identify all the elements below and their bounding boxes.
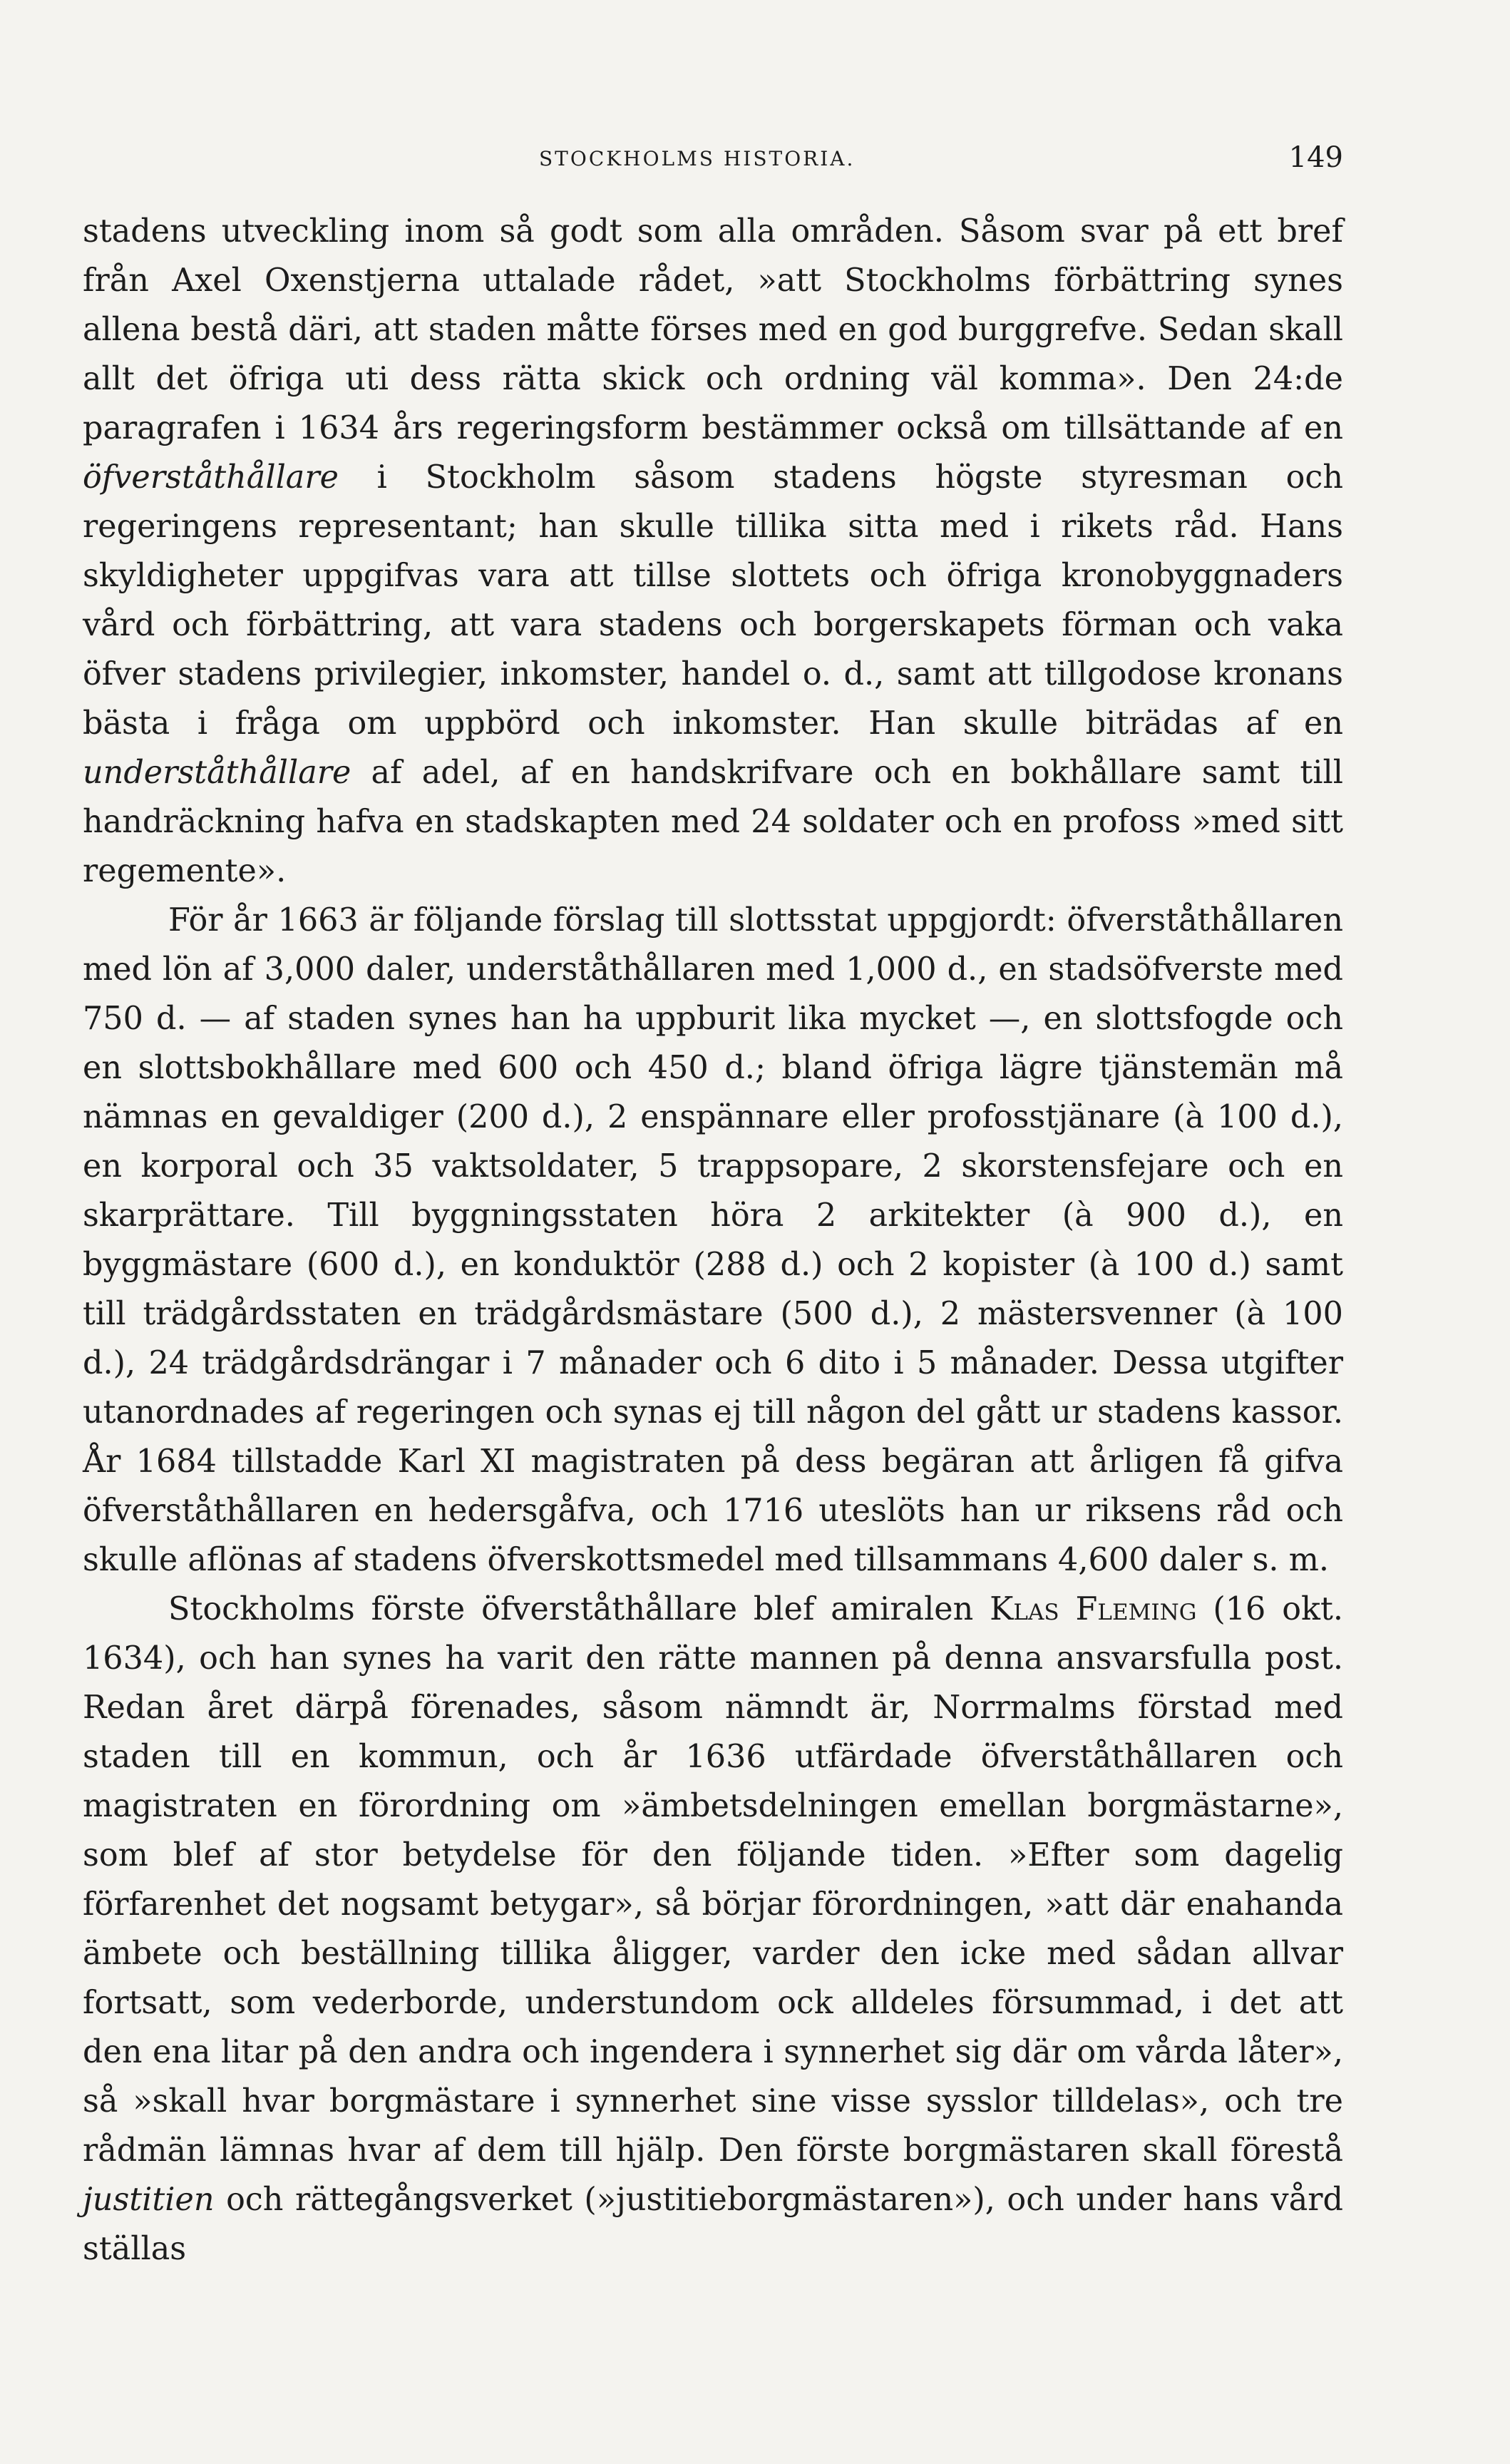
paragraph-2 [83, 896, 1343, 1585]
text-run: i Stockholm såsom stadens högste styresman och regeringens representant; han skulle tillika sitta med i rikets råd. Hans skyldigheter uppgifvas vara att tillse slottets och öfriga kronobyggnaders vård och förbättring, att vara stadens och borgerskapets förman och vaka öfver stadens privilegier, inkomster, handel o. d., samt att tillgodose kronans bästa i fråga om uppbörd och inkomster. Han skulle biträdas af en [83, 459, 1343, 742]
text-run: Stockholms förste öfverståthållare blef amiralen [168, 1591, 990, 1627]
running-title: STOCKHOLMS HISTORIA. [539, 147, 856, 170]
text-run: stadens utveckling inom så godt som alla områden. Såsom svar på ett bref från Axel Oxenstjerna uttalade rådet, »att Stockholms förbättring synes allena bestå däri, att staden måtte förses med en god burggrefve. Sedan skall allt det öfriga uti dess rätta skick och ordning väl komma». Den 24:de paragrafen i 1634 års regeringsform bestämmer också om tillsättande af en [83, 213, 1343, 446]
page-header [83, 141, 1343, 181]
body-text [83, 207, 1343, 2274]
italic-term: underståthållare [83, 755, 351, 791]
paragraph-3 [83, 1585, 1343, 2274]
paragraph-1 [83, 207, 1343, 896]
person-name: Klas Fleming [990, 1591, 1197, 1627]
italic-term: justitien [83, 2182, 215, 2218]
italic-term: öfverståthållare [83, 459, 339, 496]
text-run: af adel, af en handskrifvare och en bokhållare samt till handräckning hafva en stadskapten med 24 soldater och en profoss »med sitt regemente». [83, 755, 1343, 889]
text-run: (16 okt. 1634), och han synes ha varit den rätte mannen på denna ansvarsfulla post. Redan året därpå förenades, såsom nämndt är, Norrmalms förstad med staden till en kommun, och år 1636 utfärdade öfverståthållaren och magistraten en förordning om »ämbetsdelningen emellan borgmästarne», som blef af stor betydelse för den följande tiden. »Efter som dagelig förfarenhet det nogsamt betygar», så börjar förordningen, »att där enahanda ämbete och beställning tillika åligger, varder den icke med sådan allvar fortsatt, som vederborde, understundom ock alldeles försummad, i det att den ena litar på den andra och ingendera i synnerhet sig där om vårda låter», så »skall hvar borgmästare i synnerhet sine visse sysslor tilldelas», och tre rådmän lämnas hvar af dem till hjälp. Den förste borgmästaren skall förestå [83, 1591, 1343, 2169]
page-number: 149 [1288, 141, 1343, 174]
text-run: För år 1663 är följande förslag till slottsstat uppgjordt: öfverståthållaren med lön af 3,000 daler, underståthållaren med 1,000 d., en stadsöfverste med 750 d. — af staden synes han ha uppburit lika mycket —, en slottsfogde och en slottsbokhållare med 600 och 450 d.; bland öfriga lägre tjänstemän må nämnas en gevaldiger (200 d.), 2 enspännare eller profosstjänare (à 100 d.), en korporal och 35 vaktsoldater, 5 trappsopare, 2 skorstensfejare och en skarprättare. Till byggningsstaten höra 2 arkitekter (à 900 d.), en byggmästare (600 d.), en konduktör (288 d.) och 2 kopister (à 100 d.) samt till trädgårdsstaten en trädgårdsmästare (500 d.), 2 mästersvenner (à 100 d.), 24 trädgårdsdrängar i 7 månader och 6 dito i 5 månader. Dessa utgifter utanordnades af regeringen och synas ej till någon del gått ur stadens kassor. År 1684 tillstadde Karl XI magistraten på dess begäran att årligen få gifva öfverståthållaren en hedersgåfva, och 1716 uteslöts han ur riksens råd och skulle aflönas af stadens öfverskottsmedel med tillsammans 4,600 daler s. m. [83, 902, 1343, 1578]
text-run: och rättegångsverket (»justitieborgmästaren»), och under hans vård ställas [83, 2182, 1343, 2267]
